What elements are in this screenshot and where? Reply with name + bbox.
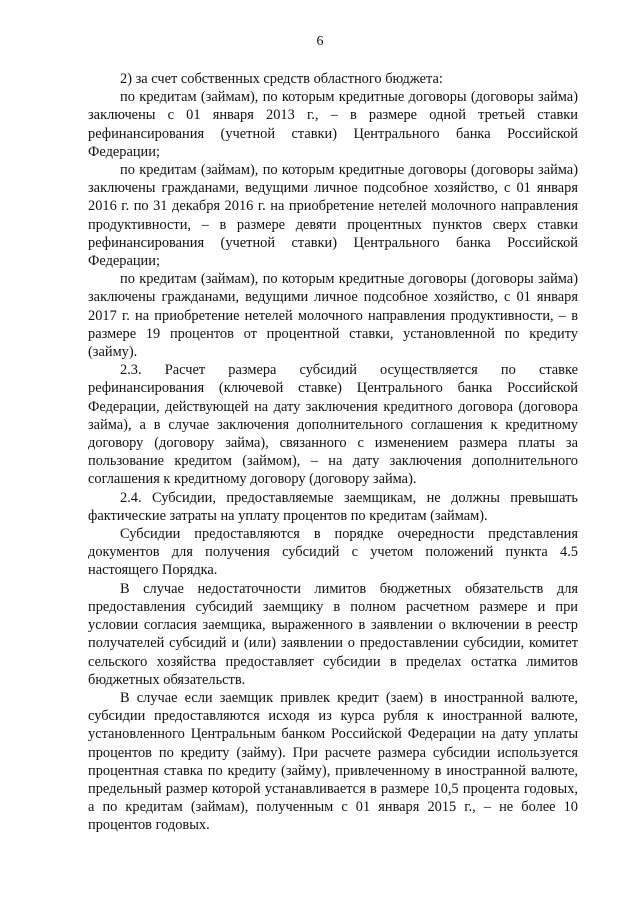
- paragraph: по кредитам (займам), по которым кредитные договоры (договоры займа) заключены гражданами, ведущими личное подсобное хозяйство, с 01 января 2016 г. по 31 декабря 2016 г. на приобретение нетелей молочного направления продуктивности, – в размере девяти процентных пунктов сверх ставки рефинансирования (учетной ставки) Центрального банка Российской Федерации;: [88, 162, 578, 270]
- paragraph: Субсидии предоставляются в порядке очередности представления документов для получения субсидий с учетом положений пункта 4.5 настоящего Порядка.: [88, 526, 578, 579]
- document-body: [88, 70, 578, 835]
- paragraph: по кредитам (займам), по которым кредитные договоры (договоры займа) заключены гражданами, ведущими личное подсобное хозяйство, с 01 января 2017 г. на приобретение нетелей молочного направления продуктивности, – в размере 19 процентов от процентной ставки, установленной по кредиту (займу).: [88, 271, 578, 361]
- paragraph: 2.4. Субсидии, предоставляемые заемщикам, не должны превышать фактические затраты на уплату процентов по кредитам (займам).: [88, 489, 578, 524]
- paragraph: по кредитам (займам), по которым кредитные договоры (договоры займа) заключены с 01 января 2013 г., – в размере одной третьей ставки рефинансирования (учетной ставки) Центрального банка Российской Федерации;: [88, 89, 578, 160]
- paragraph: 2) за счет собственных средств областного бюджета:: [120, 71, 443, 87]
- paragraph: 2.3. Расчет размера субсидий осуществляется по ставке рефинансирования (ключевой ставке) Центрального банка Российской Федерации, действующей на дату заключения кредитного договора (договора займа), а в случае заключения дополнительного соглашения к кредитному договору (договору займа), связанного с изменением размера платы за пользование кредитом (займом), – на дату заключения дополнительного соглашения к кредитному договору (договору займа).: [88, 362, 578, 488]
- paragraph: В случае недостаточности лимитов бюджетных обязательств для предоставления субсидий заемщику в полном расчетном размере и при условии согласия заемщика, выраженного в заявлении о включении в реестр получателей субсидий и (или) заявлении о предоставлении субсидии, комитет сельского хозяйства предоставляет субсидии в пределах остатка лимитов бюджетных обязательств.: [88, 580, 578, 688]
- page-number: 6: [316, 34, 324, 49]
- paragraph: В случае если заемщик привлек кредит (заем) в иностранной валюте, субсидии предоставляются исходя из курса рубля к иностранной валюте, установленного Центральным банком Российской Федерации на дату уплаты процентов по кредиту (займу). При расчете размера субсидии используется процентная ставка по кредиту (займу), привлеченному в иностранной валюте, предельный размер которой устанавливается в размере 10,5 процента годовых, а по кредитам (займам), полученным с 01 января 2015 г., – не более 10 процентов годовых.: [88, 689, 578, 834]
